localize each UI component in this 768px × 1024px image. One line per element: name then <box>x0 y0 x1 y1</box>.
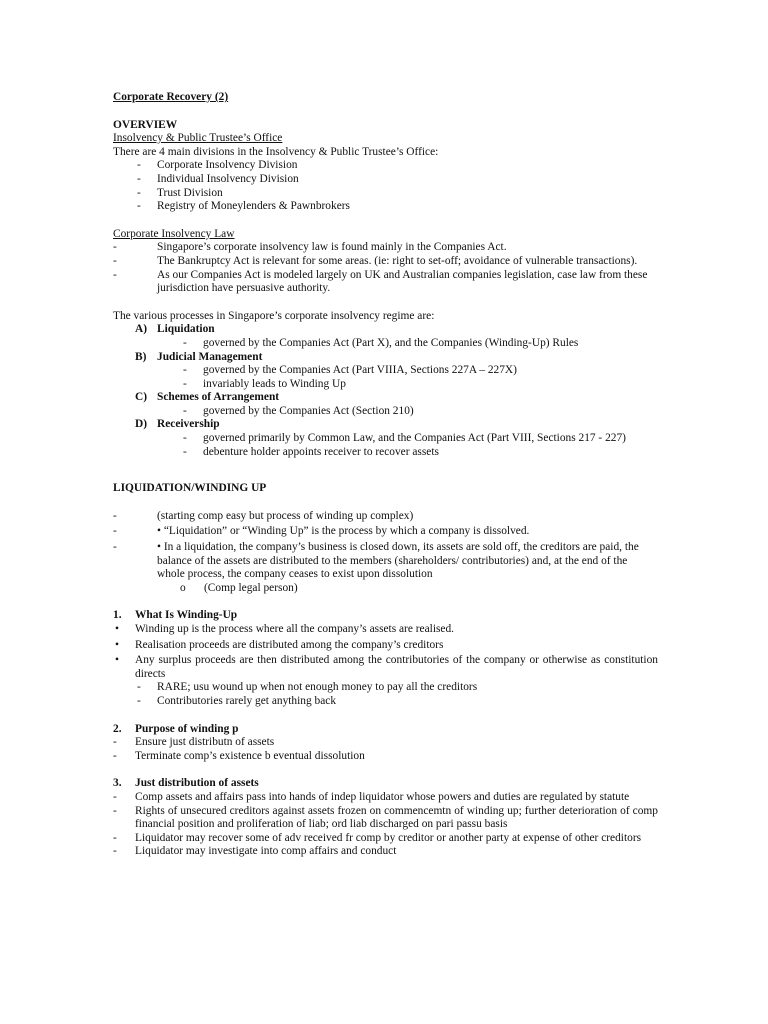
dash-mark: - <box>137 186 141 199</box>
dash-mark: - <box>113 268 117 281</box>
section3-item: - Liquidator may recover some of adv received fr comp by creditor or another party at expense of other creditors <box>113 831 642 844</box>
dash-mark: - <box>137 681 141 694</box>
division-item: - Trust Division <box>137 186 223 199</box>
liquidation-sub-item: o (Comp legal person) <box>180 581 298 594</box>
dash-mark: - <box>113 749 117 762</box>
section1-bullet: • Any surplus proceeds are then distributed among the contributories of the company or otherwise as constitution directs <box>115 654 658 680</box>
process-item-liquidation: A) Liquidation <box>135 323 215 336</box>
processes-intro: The various processes in Singapore’s corporate insolvency regime are: <box>113 309 435 322</box>
process-note: - invariably leads to Winding Up <box>183 377 346 390</box>
dash-mark: - <box>113 509 117 522</box>
law-item: - As our Companies Act is modeled largely on UK and Australian companies legislation, case law from these jurisdiction have persuasive authority. <box>113 268 648 295</box>
overview-subheading: Insolvency & Public Trustee’s Office <box>113 132 283 145</box>
section3-item: - Rights of unsecured creditors against assets frozen on commencemtn of winding up; further deterioration of comp financial position and proliferation of liab; ord liab discharged on pari passu basis <box>113 804 658 831</box>
division-item: - Registry of Moneylenders & Pawnbrokers <box>137 200 350 213</box>
section1-subitem: - RARE; usu wound up when not enough money to pay all the creditors <box>137 681 478 694</box>
divisions-list <box>113 159 658 213</box>
dash-mark: - <box>183 377 187 390</box>
section1-bullet: • Winding up is the process where all the company’s assets are realised. <box>115 623 455 635</box>
dash-mark: - <box>113 736 117 749</box>
section-heading-what-is-winding-up: 1. What Is Winding-Up <box>113 609 238 622</box>
section1-bullet: • Realisation proceeds are distributed among the company’s creditors <box>115 638 444 651</box>
section-heading-purpose: 2. Purpose of winding p <box>113 722 239 735</box>
division-item: - Corporate Insolvency Division <box>137 159 298 172</box>
document-title: Corporate Recovery (2) <box>113 91 229 103</box>
dash-mark: - <box>137 159 141 172</box>
dash-mark: - <box>137 172 141 185</box>
dash-mark: - <box>137 200 141 213</box>
section2-item: - Terminate comp’s existence b eventual dissolution <box>113 749 365 762</box>
law-subheading: Corporate Insolvency Law <box>113 227 235 240</box>
overview-intro: There are 4 main divisions in the Insolvency & Public Trustee’s Office: <box>113 145 439 158</box>
process-item-schemes: C) Schemes of Arrangement <box>135 391 280 404</box>
dash-mark: - <box>113 790 117 803</box>
section2-item: - Ensure just distributn of assets <box>113 736 275 749</box>
dash-mark: - <box>113 804 117 817</box>
division-item: - Individual Insolvency Division <box>137 172 299 185</box>
section1-subitem: - Contributories rarely get anything back <box>137 694 337 707</box>
law-item: - The Bankruptcy Act is relevant for some areas. (ie: right to set-off; avoidance of vulnerable transactions). <box>113 254 638 267</box>
section3-item: - Comp assets and affairs pass into hands of indep liquidator whose powers and duties are regulated by statute <box>113 790 630 803</box>
dash-mark: - <box>113 254 117 267</box>
dash-mark: - <box>137 694 141 707</box>
dash-mark: - <box>113 831 117 844</box>
circle-bullet-mark: o <box>180 581 186 594</box>
document-page <box>113 86 658 859</box>
process-note: - governed primarily by Common Law, and the Companies Act (Part VIII, Sections 217 - 227) <box>183 432 626 445</box>
overview-heading: OVERVIEW <box>113 118 178 131</box>
dash-mark: - <box>113 241 117 254</box>
law-item: - Singapore’s corporate insolvency law is found mainly in the Companies Act. <box>113 241 507 254</box>
dash-mark: - <box>183 336 187 349</box>
dash-mark: - <box>113 541 117 554</box>
bullet-mark: • <box>115 623 119 635</box>
bullet-mark: • <box>115 654 119 667</box>
dash-mark: - <box>183 432 187 445</box>
liquidation-heading: LIQUIDATION/WINDING UP <box>113 482 267 495</box>
liquidation-item: - • “Liquidation” or “Winding Up” is the process by which a company is dissolved. <box>113 525 530 538</box>
section3-item: - Liquidator may investigate into comp affairs and conduct <box>113 845 397 858</box>
liquidation-item: - (starting comp easy but process of winding up complex) <box>113 509 414 522</box>
dash-mark: - <box>183 404 187 417</box>
section-heading-just-distribution: 3. Just distribution of assets <box>113 777 259 790</box>
dash-mark: - <box>113 525 117 538</box>
process-item-receivership: D) Receivership <box>135 418 220 431</box>
liquidation-item: - • In a liquidation, the company’s business is closed down, its assets are sold off, the creditors are paid, the balance of the assets are distributed to the members (shareholders/ contributories) and, at the end of the whole process, the company ceases to exist upon dissolution <box>113 541 639 581</box>
process-note: - governed by the Companies Act (Part X), and the Companies (Winding-Up) Rules <box>183 336 579 349</box>
process-item-judicial-management: B) Judicial Management <box>135 350 263 363</box>
bullet-mark: • <box>115 638 119 651</box>
dash-mark: - <box>183 364 187 377</box>
dash-mark: - <box>113 845 117 858</box>
process-note: - governed by the Companies Act (Section 210) <box>183 404 414 417</box>
process-note: - governed by the Companies Act (Part VIIIA, Sections 227A – 227X) <box>183 364 517 377</box>
dash-mark: - <box>183 445 187 458</box>
process-note: - debenture holder appoints receiver to recover assets <box>183 445 439 458</box>
